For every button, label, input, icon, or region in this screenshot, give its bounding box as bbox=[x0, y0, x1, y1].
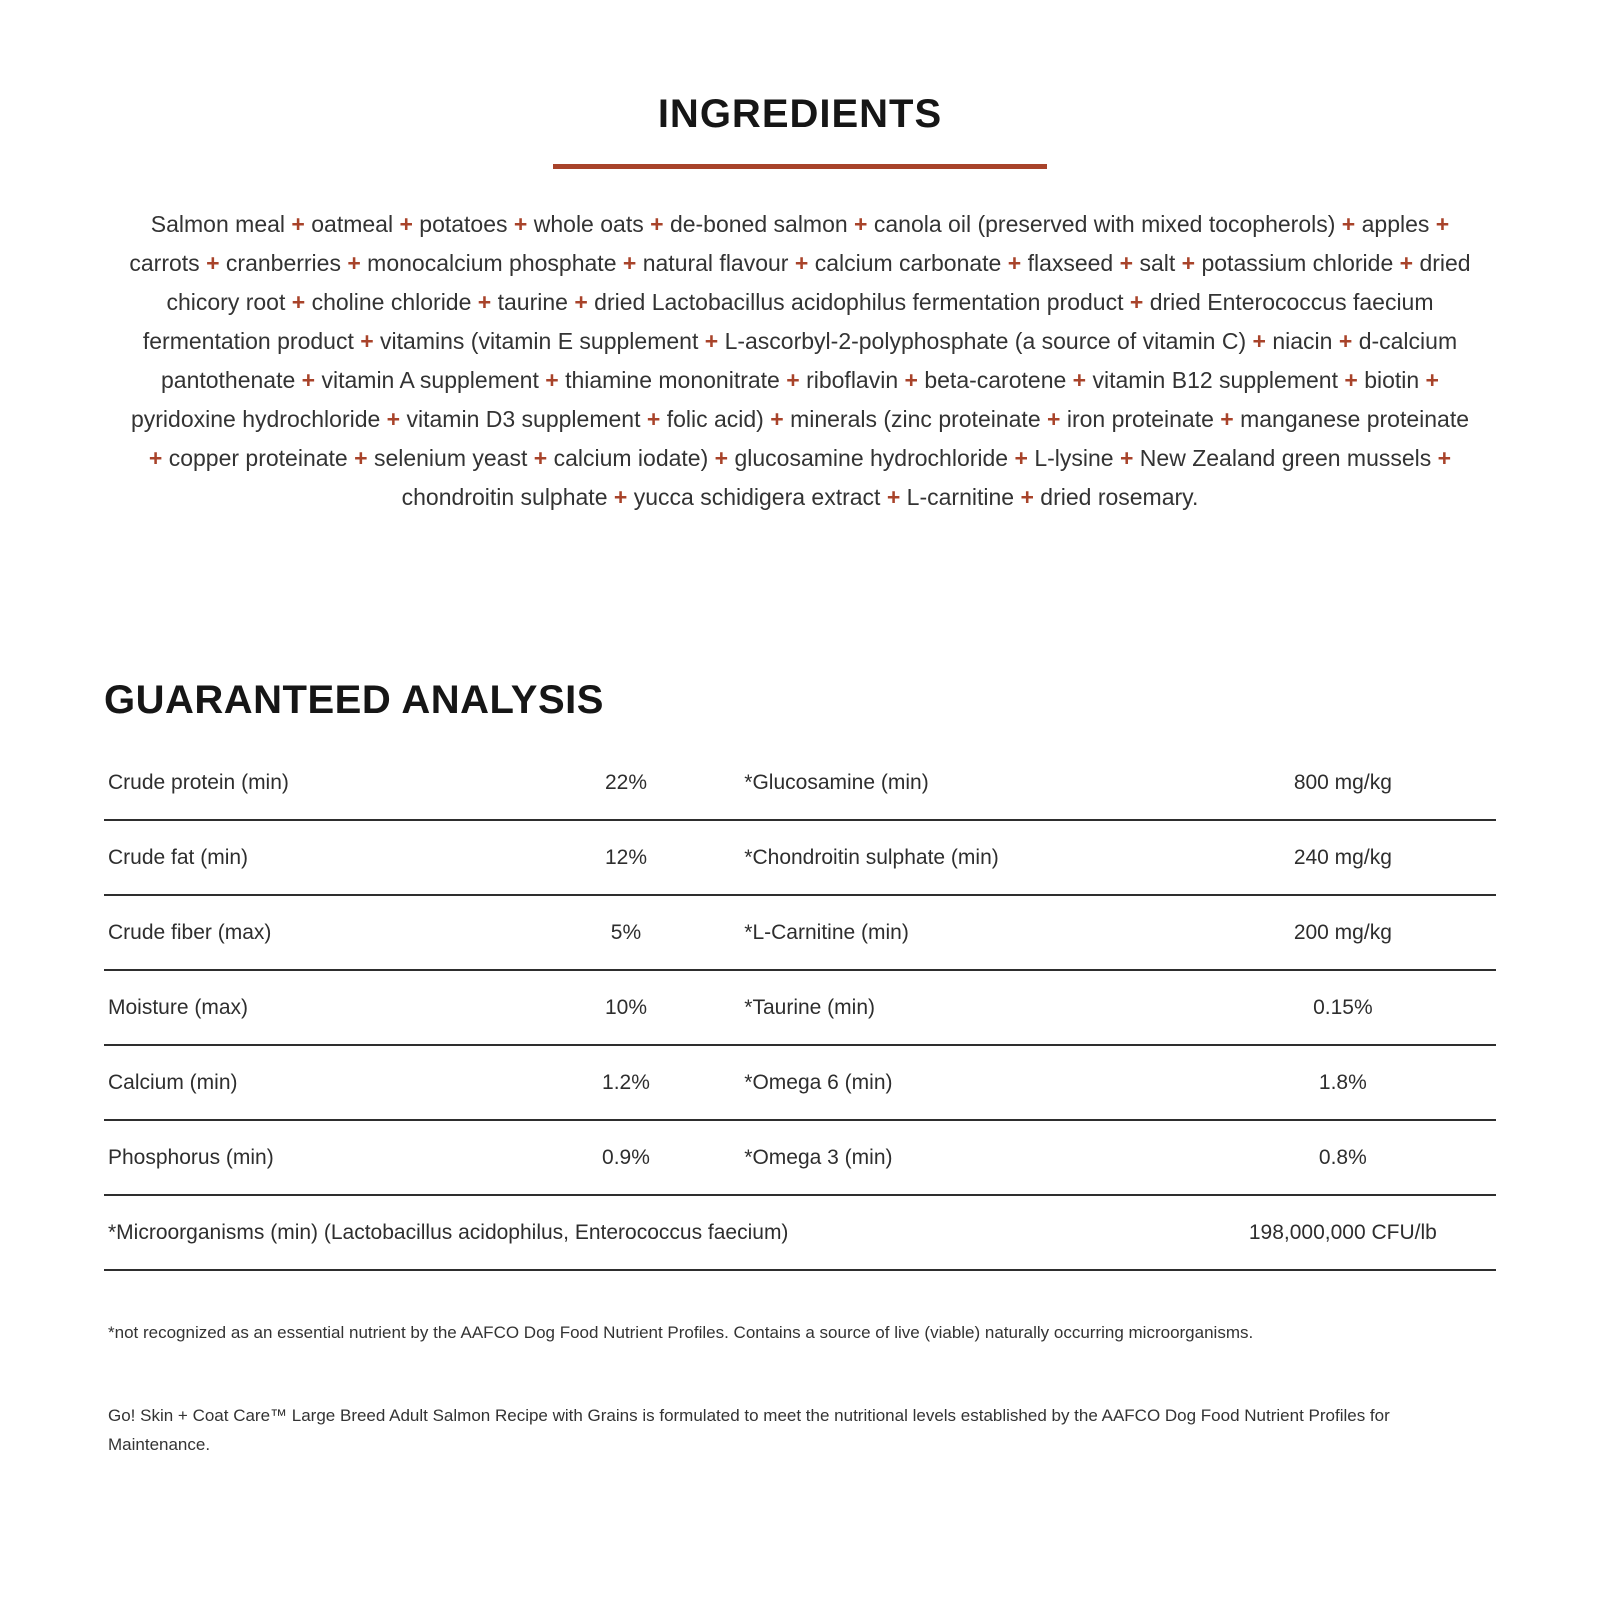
plus-separator: + bbox=[880, 484, 907, 510]
ingredient-item: New Zealand green mussels bbox=[1139, 445, 1432, 471]
ingredient-item: vitamins (vitamin E supplement bbox=[380, 328, 699, 354]
plus-separator: + bbox=[1332, 328, 1359, 354]
ingredient-item: natural flavour bbox=[642, 250, 789, 276]
plus-separator: + bbox=[285, 211, 312, 237]
ingredient-item: taurine bbox=[497, 289, 568, 315]
plus-separator: + bbox=[1393, 250, 1420, 276]
analysis-row bbox=[104, 821, 1496, 896]
plus-separator: + bbox=[607, 484, 634, 510]
plus-separator: + bbox=[380, 406, 407, 432]
plus-separator: + bbox=[898, 367, 925, 393]
ingredient-item: potatoes bbox=[419, 211, 508, 237]
plus-separator: + bbox=[788, 250, 815, 276]
nutrient-label: Crude protein (min) bbox=[108, 770, 289, 794]
ingredient-item: monocalcium phosphate bbox=[367, 250, 617, 276]
plus-separator: + bbox=[640, 406, 667, 432]
plus-separator: + bbox=[471, 289, 498, 315]
nutrient-value: 800 mg/kg bbox=[1293, 770, 1392, 794]
ingredient-item: choline chloride bbox=[311, 289, 472, 315]
ingredient-item: L-carnitine bbox=[906, 484, 1015, 510]
guaranteed-analysis-title: GUARANTEED ANALYSIS bbox=[104, 678, 604, 722]
nutrient-value: 1.2% bbox=[602, 1070, 650, 1094]
ingredient-item: minerals (zinc proteinate bbox=[790, 406, 1041, 432]
plus-separator: + bbox=[763, 406, 791, 432]
plus-separator: + bbox=[507, 211, 534, 237]
guaranteed-analysis-section bbox=[104, 678, 1496, 1459]
ingredients-title: INGREDIENTS bbox=[657, 92, 943, 136]
ingredient-item: salt bbox=[1139, 250, 1176, 276]
plus-separator: + bbox=[1113, 445, 1140, 471]
plus-separator: + bbox=[199, 250, 226, 276]
ingredient-item: vitamin B12 supplement bbox=[1092, 367, 1338, 393]
plus-separator: + bbox=[708, 445, 735, 471]
plus-separator: + bbox=[616, 250, 643, 276]
ingredient-item: oatmeal bbox=[311, 211, 394, 237]
nutrient-value: 240 mg/kg bbox=[1293, 845, 1392, 869]
nutrient-label: Crude fiber (max) bbox=[108, 920, 272, 944]
analysis-row bbox=[104, 746, 1496, 821]
nutrient-value: 200 mg/kg bbox=[1293, 920, 1392, 944]
nutrient-label: *L-Carnitine (min) bbox=[744, 920, 909, 944]
plus-separator: + bbox=[698, 328, 725, 354]
ingredient-item: niacin bbox=[1272, 328, 1333, 354]
plus-separator: + bbox=[847, 211, 874, 237]
plus-separator: + bbox=[1066, 367, 1093, 393]
nutrient-label: Phosphorus (min) bbox=[108, 1145, 274, 1169]
ingredient-item: calcium carbonate bbox=[814, 250, 1002, 276]
ingredients-section bbox=[0, 0, 1600, 517]
plus-separator: + bbox=[148, 445, 169, 471]
plus-separator: + bbox=[1123, 289, 1150, 315]
nutrient-value: 0.9% bbox=[602, 1145, 650, 1169]
ingredient-item: pyridoxine hydrochloride bbox=[130, 406, 381, 432]
ingredient-item: L-lysine bbox=[1034, 445, 1114, 471]
ingredient-item: carrots bbox=[129, 250, 200, 276]
ingredient-item: riboflavin bbox=[806, 367, 899, 393]
plus-separator: + bbox=[1431, 445, 1452, 471]
plus-separator: + bbox=[527, 445, 554, 471]
plus-separator: + bbox=[567, 289, 595, 315]
nutrient-value: 5% bbox=[610, 920, 642, 944]
ingredient-item: potassium chloride bbox=[1201, 250, 1394, 276]
ingredient-item: copper proteinate bbox=[168, 445, 348, 471]
ingredient-item: folic acid) bbox=[666, 406, 764, 432]
aafco-statement: Go! Skin + Coat Care™ Large Breed Adult Salmon Recipe with Grains is formulated to meet the nutritional levels established by the AAFCO Dog Food Nutrient Profiles for Maintenance. bbox=[108, 1406, 1390, 1454]
analysis-row bbox=[104, 971, 1496, 1046]
ingredient-item: canola oil (preserved with mixed tocopherols) bbox=[873, 211, 1336, 237]
plus-separator: + bbox=[643, 211, 670, 237]
nutrient-label: *Omega 3 (min) bbox=[744, 1145, 893, 1169]
plus-separator: + bbox=[1040, 406, 1067, 432]
ingredient-item: dried rosemary. bbox=[1040, 484, 1199, 510]
plus-separator: + bbox=[538, 367, 566, 393]
nutrient-label: *Glucosamine (min) bbox=[744, 770, 929, 794]
plus-separator: + bbox=[295, 367, 322, 393]
ingredient-item: dried Lactobacillus acidophilus fermentation product bbox=[594, 289, 1124, 315]
ingredients-list bbox=[122, 205, 1478, 517]
plus-separator: + bbox=[285, 289, 312, 315]
ingredient-item: cranberries bbox=[225, 250, 341, 276]
analysis-row bbox=[104, 896, 1496, 971]
plus-separator: + bbox=[1335, 211, 1362, 237]
nutrient-value: 0.15% bbox=[1313, 995, 1373, 1019]
ingredient-item: glucosamine hydrochloride bbox=[734, 445, 1009, 471]
plus-separator: + bbox=[1246, 328, 1273, 354]
ingredient-item: dried chicory root bbox=[166, 250, 1471, 315]
ingredient-item: yucca schidigera extract bbox=[633, 484, 881, 510]
ingredient-item: chondroitin sulphate bbox=[401, 484, 608, 510]
plus-separator: + bbox=[393, 211, 420, 237]
plus-separator: + bbox=[340, 250, 368, 276]
ingredient-item: vitamin A supplement bbox=[321, 367, 539, 393]
plus-separator: + bbox=[1014, 484, 1041, 510]
nutrient-value: 1.8% bbox=[1318, 1070, 1367, 1094]
nutrient-label: Calcium (min) bbox=[108, 1070, 238, 1094]
ingredient-item: vitamin D3 supplement bbox=[406, 406, 641, 432]
plus-separator: + bbox=[779, 367, 807, 393]
nutrient-value: 10% bbox=[604, 995, 647, 1019]
ingredient-item: de-boned salmon bbox=[669, 211, 848, 237]
nutrient-value: 12% bbox=[604, 845, 647, 869]
analysis-row bbox=[104, 1121, 1496, 1196]
ingredient-item: manganese proteinate bbox=[1240, 406, 1469, 432]
plus-separator: + bbox=[353, 328, 381, 354]
ingredient-item: d-calcium pantothenate bbox=[160, 328, 1458, 393]
plus-separator: + bbox=[1429, 211, 1450, 237]
nutrient-value: 198,000,000 CFU/lb bbox=[1248, 1220, 1437, 1244]
analysis-row bbox=[104, 1046, 1496, 1121]
plus-separator: + bbox=[1213, 406, 1241, 432]
ingredient-item: selenium yeast bbox=[373, 445, 528, 471]
plus-separator: + bbox=[347, 445, 374, 471]
plus-separator: + bbox=[1008, 445, 1035, 471]
nutrient-label: Moisture (max) bbox=[108, 995, 249, 1019]
nutrient-label: Crude fat (min) bbox=[108, 845, 249, 869]
title-underline-rule bbox=[553, 164, 1047, 169]
aafco-footnote: *not recognized as an essential nutrient by the AAFCO Dog Food Nutrient Profiles. Contains a source of live (viable) naturally occurring microorganisms. bbox=[108, 1323, 1254, 1342]
plus-separator: + bbox=[1337, 367, 1365, 393]
ingredient-item: biotin bbox=[1364, 367, 1420, 393]
nutrient-value: 22% bbox=[604, 770, 647, 794]
plus-separator: + bbox=[1001, 250, 1028, 276]
nutrient-label: *Omega 6 (min) bbox=[744, 1070, 893, 1094]
ingredient-item: beta-carotene bbox=[924, 367, 1067, 393]
ingredient-item: dried Enterococcus faecium fermentation product bbox=[142, 289, 1434, 354]
ingredient-item: flaxseed bbox=[1027, 250, 1114, 276]
ingredient-item: thiamine mononitrate bbox=[565, 367, 780, 393]
ingredient-item: calcium iodate) bbox=[553, 445, 709, 471]
nutrient-value: 0.8% bbox=[1318, 1145, 1367, 1169]
ingredient-item: L-ascorbyl-2-polyphosphate (a source of vitamin C) bbox=[724, 328, 1247, 354]
analysis-row-microorganisms bbox=[104, 1196, 1496, 1271]
ingredient-item: whole oats bbox=[533, 211, 644, 237]
plus-separator: + bbox=[1419, 367, 1439, 393]
nutrient-label: *Taurine (min) bbox=[744, 995, 876, 1019]
plus-separator: + bbox=[1175, 250, 1202, 276]
ingredient-item: Salmon meal bbox=[150, 211, 286, 237]
guaranteed-analysis-table bbox=[104, 746, 1496, 1271]
ingredient-item: iron proteinate bbox=[1066, 406, 1214, 432]
nutrient-label: *Microorganisms (min) (Lactobacillus acidophilus, Enterococcus faecium) bbox=[108, 1220, 789, 1244]
plus-separator: + bbox=[1113, 250, 1140, 276]
ingredient-item: apples bbox=[1361, 211, 1430, 237]
nutrient-label: *Chondroitin sulphate (min) bbox=[744, 845, 999, 869]
